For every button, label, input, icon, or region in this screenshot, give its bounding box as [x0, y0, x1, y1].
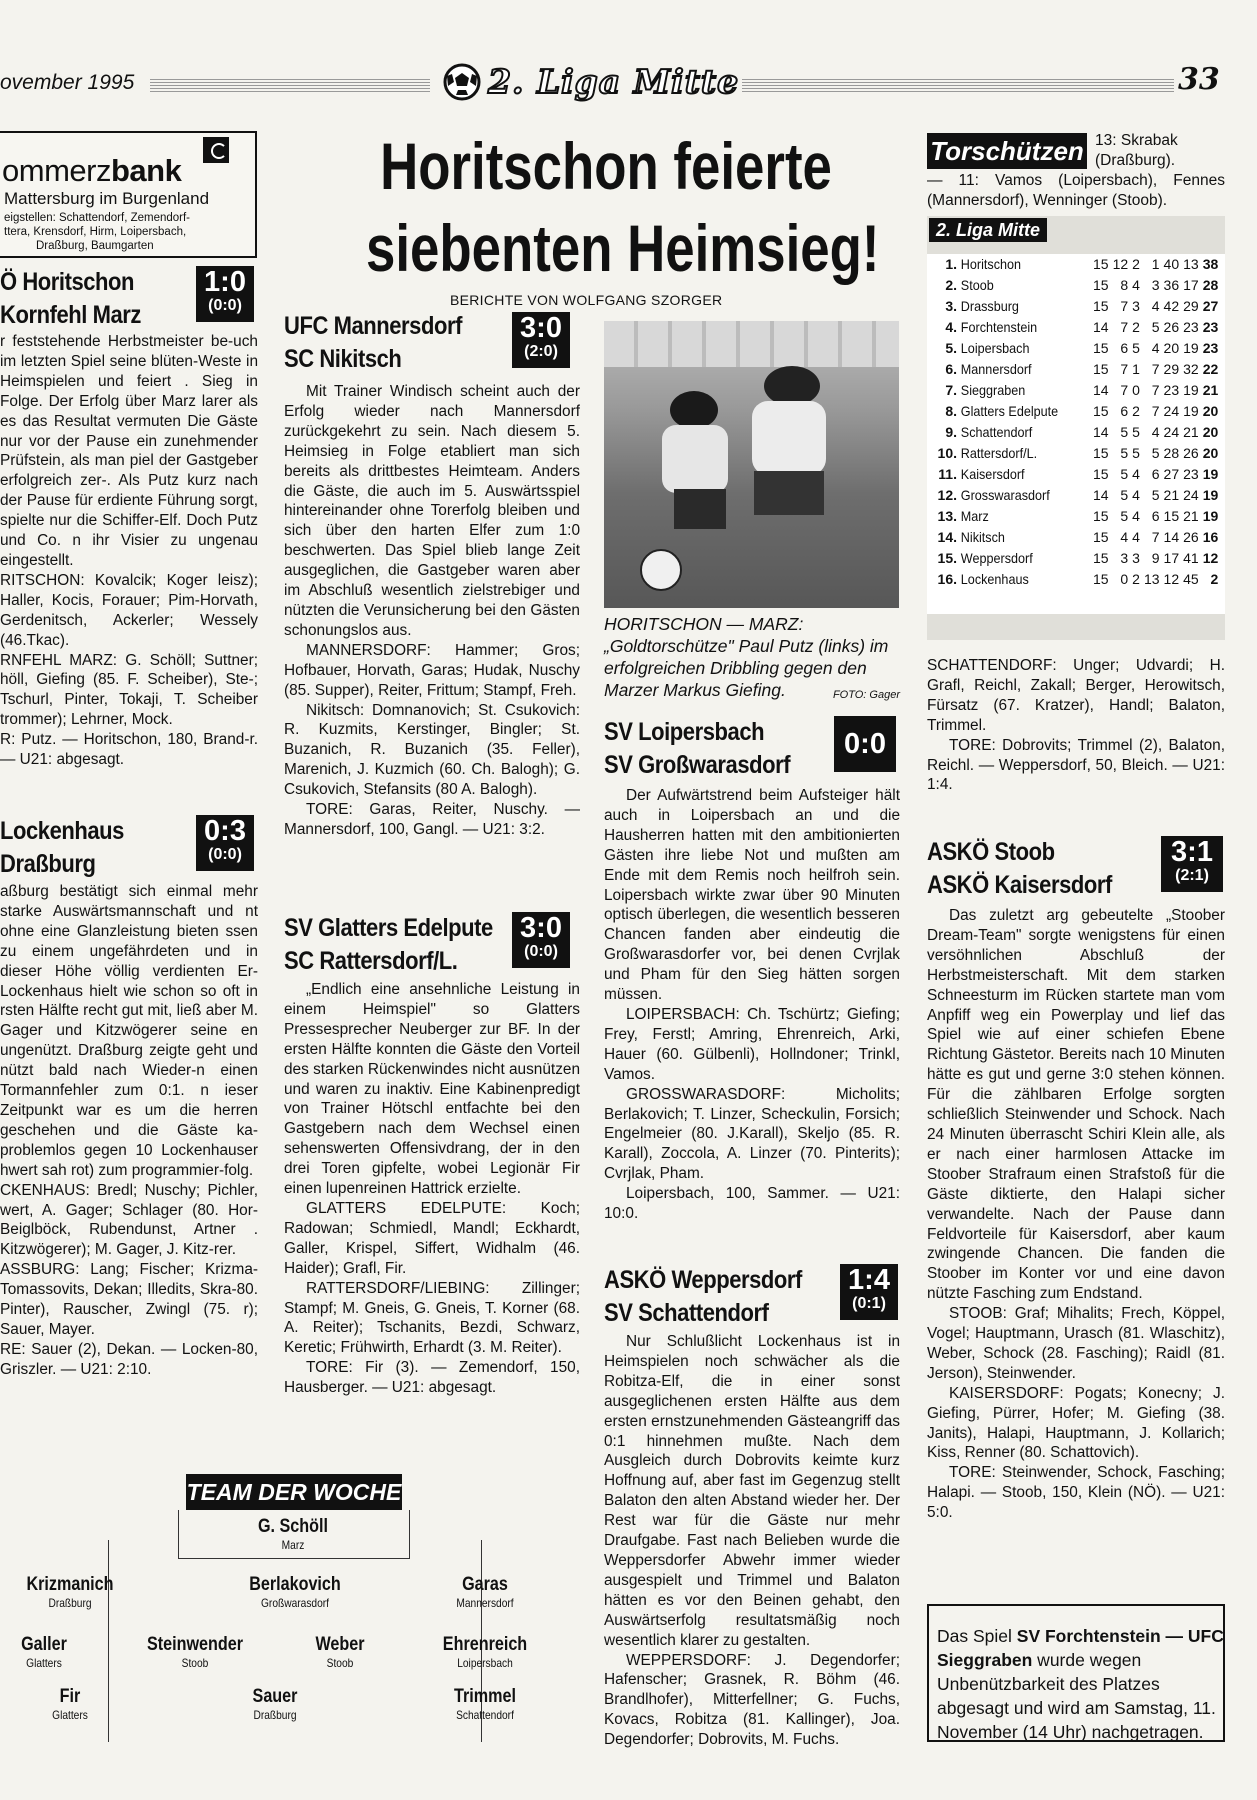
- standings-row: [933, 548, 1220, 569]
- team-name: Rattersdorf/L.: [960, 445, 1038, 461]
- stat-cell: 14: [1093, 382, 1109, 398]
- stat-cell: 15: [1093, 550, 1109, 566]
- stat-cell: 15: [1093, 277, 1109, 293]
- standings-row: [933, 254, 1220, 275]
- stat-cell: 9: [1151, 550, 1160, 566]
- game-weppersdorf-schattendorf: [604, 1264, 900, 1332]
- section-title: 2. Liga Mitte: [488, 62, 740, 101]
- stat-cell: 14: [1093, 319, 1109, 335]
- player-card: Fir Glatters: [52, 1686, 88, 1722]
- stat-cell: 15: [1163, 508, 1180, 524]
- sponsor-name: ommerzbank: [2, 153, 182, 188]
- points: 23: [1202, 319, 1219, 335]
- game-teams: SV Loipersbach SV Großwarasdorf: [604, 718, 791, 779]
- stat-cell: 21: [1163, 487, 1180, 503]
- stat-cell: 19: [1183, 382, 1199, 398]
- stat-cell: 5: [1120, 508, 1129, 524]
- game-teams: Ö Horitschon Kornfehl Marz: [0, 268, 141, 329]
- stat-cell: 2.: [945, 277, 957, 293]
- stat-cell: 3: [1132, 550, 1140, 566]
- points: 19: [1202, 508, 1219, 524]
- photo-caption: HORITSCHON — MARZ: „Goldtorschütze" Paul Putz (links) im erfolgreichen Dribbling gegen den Marzer Markus Giefing. FOTO: Gager: [604, 614, 900, 701]
- stat-cell: 3: [1120, 550, 1129, 566]
- stat-cell: 15: [1093, 445, 1109, 461]
- team-name: Forchtenstein: [960, 319, 1038, 335]
- stat-cell: 29: [1163, 361, 1180, 377]
- stat-cell: 5: [1151, 319, 1160, 335]
- player-card: Sauer Draßburg: [252, 1686, 298, 1722]
- team-name: Sieggraben: [960, 382, 1026, 398]
- stat-cell: 5: [1120, 445, 1129, 461]
- points: 23: [1202, 340, 1219, 356]
- stat-cell: 7: [1120, 319, 1129, 335]
- stat-cell: 41: [1183, 550, 1199, 566]
- stat-cell: 5: [1132, 424, 1140, 440]
- stat-cell: 14: [1093, 424, 1109, 440]
- player-head: [670, 391, 718, 429]
- scorers-title: Torschützen: [927, 133, 1087, 169]
- stat-cell: 28: [1163, 445, 1180, 461]
- stat-cell: 4: [1120, 529, 1129, 545]
- game-teams: UFC Mannersdorf SC Nikitsch: [284, 312, 462, 373]
- game-teams: Lockenhaus Draßburg: [0, 817, 124, 878]
- player-card: Galler Glatters: [21, 1634, 67, 1670]
- stat-cell: 20: [1163, 340, 1180, 356]
- photo-fence: [604, 321, 899, 367]
- points: 38: [1202, 256, 1219, 272]
- stat-cell: 2: [1132, 256, 1140, 272]
- stat-cell: 2: [1132, 571, 1140, 587]
- article-glatters-rattersdorf: „Endlich eine ansehnliche Leistung in einem Heimspiel" so Glatters Pressesprecher Neuberger zur BF. In der ersten Hälfte konnten die Gäste den Vorteil des starken Rückenwindes nicht ausnützen und waren zu inaktiv. Eine Kabinenpredigt von Trainer Hötschl entfachte bei den Gastgebern nach dem Wechsel einen sehenswerten Offensivdrang, der in den drei Toren gipfelte, wobei Legionär Fir einen lupenreinen Hattrick erzielte. GLATTERS EDELPUTE: Koch; Radowan; Schmiedl, Mandl; Eckhardt, Galler, Krispel, Siffert, Widhalm (46. Haider); Grafl, Fir. RATTERSDORF/LIEBING: Zillinger; Stampf; M. Gneis, G. Gneis, T. Korner (68. A. Reiter); Tschanits, Bezdi, Schwarz, Keretic; Frühwirth, Erhardt (3. M. Reiter). TORE: Fir (3). — Zemendorf, 150, Hausberger. — U21: abgesagt.: [284, 981, 580, 1397]
- score-box: 1:0 (0:0): [196, 266, 254, 322]
- stat-cell: 5: [1132, 340, 1140, 356]
- team-of-the-week: [0, 1474, 540, 1754]
- stat-cell: 12: [1112, 256, 1129, 272]
- stat-cell: 6.: [945, 361, 957, 377]
- stat-cell: 14: [1093, 487, 1109, 503]
- standings-row: [933, 464, 1220, 485]
- stat-cell: 7: [1151, 382, 1160, 398]
- headline-line-1: Horitschon feierte: [380, 129, 832, 203]
- stat-cell: 5: [1151, 487, 1160, 503]
- section-logo: [442, 62, 740, 104]
- standings-row: [933, 359, 1220, 380]
- standings-row: [933, 569, 1220, 590]
- match-photo: [604, 321, 899, 608]
- team-name: Horitschon: [960, 256, 1022, 272]
- stat-cell: 15: [1093, 256, 1109, 272]
- article-loipersbach-grosswarasdorf: Der Aufwärtstrend beim Aufsteiger hält auch in Loipersbach an und die Hausherren hatten mit den ambitionierten Gästen ihre liebe Not und mußten am Ende mit dem Remis noch heilfroh sein. Loipersbach wirkte zwar über 90 Minuten optisch überlegen, die wesentlich besseren Chancen fanden aber eindeutig die Großwarasdorfer vor, bei denen Cvrjlak und Pham für den Sieg hätten sorgen müssen. LOIPERSBACH: Ch. Tschürtz; Giefing; Frey, Ferstl; Amring, Ehrenreich, Arki, Hauer (60. Gülbenli), Hollndoner; Trinkl, Vamos. GROSSWARASDORF: Micholits; Berlakovich; T. Linzer, Scheckulin, Forsich; Engelmeier (80. J.Karall), Skeljo (85. R. Karall), Zoccola, A. Linzer (70. Pinterits); Cvrjlak, Pham. Loipersbach, 100, Sammer. — U21: 10:0.: [604, 787, 900, 1223]
- stat-cell: 19: [1183, 340, 1199, 356]
- team-name: Marz: [960, 508, 989, 524]
- stat-cell: 7.: [945, 382, 957, 398]
- stat-cell: 8.: [945, 403, 957, 419]
- stat-cell: 4: [1132, 529, 1140, 545]
- stat-cell: 5: [1120, 487, 1129, 503]
- game-stoob-kaisersdorf: [927, 836, 1225, 904]
- stat-cell: 26: [1183, 445, 1199, 461]
- stat-cell: 24: [1183, 487, 1199, 503]
- score-box: 3:0 (2:0): [512, 312, 570, 368]
- stat-cell: 21: [1183, 424, 1199, 440]
- team-name: Stoob: [960, 277, 994, 293]
- header-date: ovember 1995: [0, 71, 135, 94]
- team-name: Mannersdorf: [960, 361, 1032, 377]
- score-box: 3:1 (2:1): [1161, 836, 1223, 892]
- team-name: Schattendorf: [960, 424, 1033, 440]
- sponsor-box: [0, 131, 257, 258]
- byline: BERICHTE VON WOLFGANG SZORGER: [450, 292, 723, 308]
- stat-cell: 40: [1163, 256, 1180, 272]
- standings-row: [933, 443, 1220, 464]
- stat-cell: 23: [1183, 319, 1199, 335]
- stat-cell: 4: [1132, 466, 1140, 482]
- standings-box: [927, 216, 1225, 640]
- stat-cell: 32: [1183, 361, 1199, 377]
- game-teams: SV Glatters Edelpute SC Rattersdorf/L.: [284, 914, 493, 975]
- stat-cell: 1: [1132, 361, 1140, 377]
- player-card: G. Schöll Marz: [257, 1516, 328, 1552]
- team-name: Kaisersdorf: [960, 466, 1025, 482]
- stat-cell: 27: [1163, 466, 1180, 482]
- standings-row: [933, 275, 1220, 296]
- stat-cell: 21: [1183, 508, 1199, 524]
- stat-cell: 15: [1093, 403, 1109, 419]
- score-box: 1:4 (0:1): [840, 1264, 898, 1320]
- stat-cell: 24: [1163, 424, 1180, 440]
- points: 27: [1202, 298, 1219, 314]
- stat-cell: 0: [1132, 382, 1140, 398]
- points: 20: [1202, 403, 1219, 419]
- stat-cell: 17: [1183, 277, 1199, 293]
- team-name: Loipersbach: [960, 340, 1030, 356]
- player-card: Garas Mannersdorf: [456, 1574, 514, 1610]
- team-of-week-title: TEAM DER WOCHE: [186, 1474, 402, 1510]
- stat-cell: 17: [1163, 550, 1180, 566]
- notice-text: Das Spiel SV Forchtenstein — UFC Sieggraben wurde wegen Unbenützbarkeit des Platzes abgesagt und wird am Samstag, 11. November (14 Uhr) nachgetragen.: [937, 1626, 1224, 1742]
- standings-row: [933, 401, 1220, 422]
- headline: [306, 125, 906, 289]
- stat-cell: 5: [1120, 466, 1129, 482]
- stat-cell: 6: [1151, 466, 1160, 482]
- game-lockenhaus-drassburg: [0, 815, 255, 883]
- page-number: 33: [1178, 62, 1220, 97]
- player-shorts: [754, 471, 824, 515]
- stat-cell: 4: [1151, 340, 1160, 356]
- stat-cell: 6: [1120, 403, 1129, 419]
- team-name: Glatters Edelpute: [960, 403, 1059, 419]
- stat-cell: 11.: [938, 466, 957, 482]
- player-card: Weber Stoob: [315, 1634, 365, 1670]
- points: 20: [1202, 424, 1219, 440]
- standings-row: [933, 527, 1220, 548]
- stat-cell: 4.: [945, 319, 957, 335]
- stat-cell: 5: [1120, 424, 1129, 440]
- stat-cell: 5: [1132, 445, 1140, 461]
- ball: [640, 549, 682, 591]
- game-teams: ASKÖ Stoob ASKÖ Kaisersdorf: [927, 838, 1112, 899]
- stat-cell: 9.: [945, 424, 957, 440]
- stat-cell: 3.: [945, 298, 957, 314]
- points: 16: [1202, 529, 1219, 545]
- game-glatters-rattersdorf: [284, 912, 580, 980]
- stat-cell: 45: [1183, 571, 1199, 587]
- team-name: Grosswarasdorf: [960, 487, 1050, 503]
- team-name: Drassburg: [960, 298, 1019, 314]
- stat-cell: 16.: [937, 571, 957, 587]
- player-shirt: [752, 401, 826, 475]
- standings-title: 2. Liga Mitte: [929, 218, 1047, 242]
- stat-cell: 13: [1183, 256, 1199, 272]
- stat-cell: 7: [1120, 361, 1129, 377]
- scorers-box: [927, 131, 1225, 209]
- stat-cell: 15: [1093, 529, 1109, 545]
- player-card: Berlakovich Großwarasdorf: [249, 1574, 341, 1610]
- points: 12: [1202, 550, 1219, 566]
- standings-row: [933, 317, 1220, 338]
- stat-cell: 6: [1151, 508, 1160, 524]
- standings-table-bg: [927, 254, 1225, 614]
- stat-cell: 15: [1093, 466, 1109, 482]
- stat-cell: 19: [1183, 403, 1199, 419]
- stat-cell: 29: [1183, 298, 1199, 314]
- stat-cell: 4: [1132, 277, 1140, 293]
- points: 20: [1202, 445, 1219, 461]
- bank-logo-icon: [203, 137, 229, 163]
- stat-cell: 4: [1132, 508, 1140, 524]
- points: 19: [1202, 466, 1219, 482]
- standings-row: [933, 422, 1220, 443]
- standings-row: [933, 338, 1220, 359]
- points: 22: [1202, 361, 1219, 377]
- stat-cell: 7: [1120, 382, 1129, 398]
- headline-line-2: siebenten Heimsieg!: [366, 211, 880, 285]
- team-name: Weppersdorf: [960, 550, 1033, 566]
- stat-cell: 1.: [945, 256, 957, 272]
- stat-cell: 15: [1093, 361, 1109, 377]
- stat-cell: 23: [1183, 466, 1199, 482]
- team-name: Nikitsch: [960, 529, 1005, 545]
- notice-box: [927, 1604, 1225, 1742]
- stat-cell: 3: [1151, 277, 1160, 293]
- stat-cell: 14.: [937, 529, 957, 545]
- article-weppersdorf-schattendorf: Nur Schlußlicht Lockenhaus ist in Heimspielen noch schwächer als die Robitza-Elf, die in einer sonst ausgeglichenen ersten Hälfte aus dem ersten ernstzunehmenden Gästeangriff das 0:1 hinnehmen mußte. Nach dem Ausgleich durch Dobrovits keimte kurz Hoffnung auf, aber fast im Gegenzug stellt Balaton den alten Abstand wieder her. Der Rest war für die Gäste nur mehr Draufgabe. Fast nach Belieben wurde die Weppersdorfer Abwehr immer wieder ausgespielt und Trimmel und Balaton hätten es vor den Beinen gehabt, den Auswärtserfolg resultatsmäßig noch wesentlich klarer zu gestalten. WEPPERSDORF: J. Degendorfer; Hafenscher; Grasnek, R. Böhm (46. Brandlhofer), Mitterfellner; G. Fuchs, Kovacs, Robitza (81. Kallinger), Joa. Degendorfer; Dobrovits, M. Fuchs.: [604, 1333, 900, 1749]
- game-mannersdorf-nikitsch: [284, 310, 580, 378]
- player-card: Steinwender Stoob: [146, 1634, 244, 1670]
- stat-cell: 36: [1163, 277, 1180, 293]
- stat-cell: 26: [1183, 529, 1199, 545]
- stat-cell: 1: [1151, 256, 1160, 272]
- game-teams: ASKÖ Weppersdorf SV Schattendorf: [604, 1266, 802, 1327]
- article-horitschon-marz: r feststehende Herbstmeister be-uch im letzten Spiel seine blüten-Weste in Heimspielen und feiert . Sieg in Folge. Der Erfolg über Marz larer als es das Resultat vermuten Die Gäste nur vor der Pause ein zunehmender Prüfstein, als man piel der Gastgeber erfolgreich zer-. Als Putz kurz nach der Pause für erdiente Führung sorgt, spielte nur die Schiffer-Elf. Doch Putz und Co. n ihr Visier zu ungenau eingestellt. RITSCHON: Kovalcik; Koger leisz); Haller, Kocis, Forauer; Pim-Horvath, Gerdenitsch, Ackerler; Wessely (46.Tkac). RNFEHL MARZ: G. Schöll; Suttner; höll, Giefing (85. F. Scheiber), Ste-; Tschurl, Pinter, Tokaji, T. Scheiber trommer); Lehrner, Mock. R: Putz. — Horitschon, 180, Brand-r. — U21: abgesagt.: [0, 333, 258, 769]
- stat-cell: 24: [1163, 403, 1180, 419]
- stat-cell: 6: [1120, 340, 1129, 356]
- stat-cell: 3: [1132, 298, 1140, 314]
- standings-row: [933, 506, 1220, 527]
- score-box: 3:0 (0:0): [512, 912, 570, 968]
- stat-cell: 2: [1132, 403, 1140, 419]
- player-shirt: [662, 425, 728, 493]
- article-lockenhaus-drassburg: aßburg bestätigt sich einmal mehr starke Auswärtsmannschaft und nt ohne eine Glanzleistung bieten ssen zu einem ungefährdeten und in dieser Höhe völlig verdienten Er-Lockenhaus hielt wie schon so oft in rsten Hälfte recht gut mit, ließ aber M. Gager und Kitzwögerer seine en ungenützt. Draßburg zeigte geht und nützt bald nach Wieder-n einen Tormannfehler zum 0:1. n ieser Zeitpunkt war es um die herren geschehen und die Gäste ka-problemlos gegen 10 Lockenhauser hwert sah rot) zum programmier-folg. CKENHAUS: Bredl; Nuschy; Pichler, wert, A. Gager; Schlager (80. Hor-Beiglböck, Rubendunst, Artner . Kitzwögerer); M. Gager, J. Kitz-rer. ASSBURG: Lang; Fischer; Krizma-Tomassovits, Dekan; Illedits, Skra-80. Pinter), Rauscher, Zwingl (75. r); Sauer, Mayer. RE: Sauer (2), Dekan. — Locken-80, Griszler. — U21: 2:10.: [0, 883, 258, 1378]
- stat-cell: 13.: [937, 508, 957, 524]
- standings-row: [933, 296, 1220, 317]
- points: 21: [1202, 382, 1219, 398]
- points: 2: [1210, 571, 1219, 587]
- player-card: Ehrenreich Loipersbach: [442, 1634, 528, 1670]
- header-rule-left: [150, 78, 430, 92]
- game-loipersbach-grosswarasdorf: [604, 716, 900, 784]
- points: 19: [1202, 487, 1219, 503]
- team-name: Lockenhaus: [960, 571, 1029, 587]
- article-mannersdorf-nikitsch: Mit Trainer Windisch scheint auch der Erfolg wieder nach Mannersdorf zurückgekehrt zu sein. Nach diesem 5. Heimsieg in Folge etabliert man sich bereits als drittbestes Heimteam. Anders die Gäste, die auch im 5. Auswärtsspiel hintereinander ohne Torerfolg bleiben und sich über den harten Elfer zum 1:0 beschwerten. Das Spiel blieb lange Zeit ausgeglichen, die Gastgeber waren aber im Abschluß wesentlich zielstrebiger und nützten die Verunsicherung bei den Gästen schonungslos aus. MANNERSDORF: Hammer; Gros; Hofbauer, Horvath, Garas; Hudak, Nuschy (85. Supper), Reiter, Frittum; Stampf, Freh. Nikitsch: Domnanovich; St. Csukovich: R. Kuzmits, Kerstinger, Bingler; St. Buzanich, R. Buzanich (35. Feller), Marenich, J. Kuzmich (60. Ch. Balogh); G. Csukovich, Stefansits (80 A. Balogh). TORE: Garas, Reiter, Nuschy. — Mannersdorf, 100, Gangl. — U21: 3:2.: [284, 383, 580, 838]
- stat-cell: 15: [1093, 340, 1109, 356]
- stat-cell: 8: [1120, 277, 1129, 293]
- player-head: [764, 366, 820, 406]
- stat-cell: 7: [1151, 529, 1160, 545]
- stat-cell: 15.: [937, 550, 957, 566]
- standings-row: [933, 380, 1220, 401]
- stat-cell: 15: [1093, 508, 1109, 524]
- header-rule-right: [742, 78, 1174, 92]
- stat-cell: 7: [1151, 361, 1160, 377]
- stat-cell: 14: [1163, 529, 1180, 545]
- standings-row: [933, 485, 1220, 506]
- stat-cell: 26: [1163, 319, 1180, 335]
- stat-cell: 15: [1093, 571, 1109, 587]
- article-weppersdorf-continued: SCHATTENDORF: Unger; Udvardi; H. Grafl, Reichl, Zakall; Berger, Herowitsch, Fürsatz (67. Kratzer), Handl; Balaton, Trimmel. TORE: Dobrovits; Trimmel (2), Balaton, Reichl. — Weppersdorf, 50, Bleich. — U21: 1:4.: [927, 657, 1225, 794]
- stat-cell: 12.: [937, 487, 957, 503]
- game-horitschon-marz: [0, 266, 255, 334]
- sponsor-branch: Mattersburg im Burgenland: [4, 189, 210, 208]
- sponsor-branches: eigstellen: Schattendorf, Zemendorf- ttera, Krensdorf, Hirm, Loipersbach, Draßburg, Baumgarten: [4, 212, 191, 252]
- stat-cell: 5.: [945, 340, 957, 356]
- stat-cell: 23: [1163, 382, 1180, 398]
- scorers-rest: — 11: Vamos (Loipersbach), Fennes (Mannersdorf), Wenninger (Stoob).: [927, 172, 1225, 209]
- score-box: 0:0: [834, 716, 896, 772]
- stat-cell: 7: [1120, 298, 1129, 314]
- stat-cell: 15: [1093, 298, 1109, 314]
- stat-cell: 12: [1163, 571, 1180, 587]
- stat-cell: 42: [1163, 298, 1180, 314]
- score-box: 0:3 (0:0): [196, 815, 254, 871]
- stat-cell: 4: [1151, 424, 1160, 440]
- stat-cell: 13: [1143, 571, 1160, 587]
- article-stoob-kaisersdorf: Das zuletzt arg gebeutelte „Stoober Dream-Team" sorgte wenigstens für einen versöhnlichen Abschluß der Herbstmeisterschaft. Mit dem starken Schneesturm im Rücken startete man vom Anpfiff weg ein Powerplay und lief das Spiel wie auf einer schiefen Ebene Richtung Gästetor. Bereits nach 10 Minuten hätte es gut und gerne 3:0 stehen können. Für die zählbaren Erfolge sorgten schließlich Steinwender und Schock. Nach 24 Minuten überrascht Schiri Klein alle, als er nach einer harmlosen Attacke im Stoober Strafraum einen Strafstoß für die Gäste diktierte, den Halapi sicher verwandelte. Nach der Pause dann Feldvorteile für Kaisersdorf, aber kaum zwingende Chancen. Die fanden die Stoober im Konter vor und eine davon nützte Fasching zum Endstand. STOOB: Graf; Mihalits; Frech, Köppel, Vogel; Hauptmann, Urasch (81. Wlaschitz), Weber, Schock (28. Fasching); Raidl (81. Jerson), Steinwender. KAISERSDORF: Pogats; Konecny; J. Giefing, Pürrer, Hofer; M. Giefing (38. Janits), Halapi, Hauptmann, J. Kollarich; Kiss, Renner (80. Schattovich). TORE: Steinwender, Schock, Fasching; Halapi. — Stoob, 150, Klein (NÖ). — U21: 5:0.: [927, 907, 1225, 1522]
- stat-cell: 4: [1151, 298, 1160, 314]
- player-card: Krizmanich Draßburg: [26, 1574, 114, 1610]
- player-shorts: [674, 489, 726, 529]
- points: 28: [1202, 277, 1219, 293]
- standings-table: [933, 254, 1220, 590]
- stat-cell: 7: [1151, 403, 1160, 419]
- scorers-top: 13: Skrabak (Draßburg).: [1095, 132, 1178, 169]
- stat-cell: 5: [1151, 445, 1160, 461]
- football-icon: [442, 62, 482, 102]
- stat-cell: 0: [1120, 571, 1129, 587]
- player-card: Trimmel Schattendorf: [454, 1686, 516, 1722]
- stat-cell: 10.: [937, 445, 957, 461]
- stat-cell: 2: [1132, 319, 1140, 335]
- stat-cell: 4: [1132, 487, 1140, 503]
